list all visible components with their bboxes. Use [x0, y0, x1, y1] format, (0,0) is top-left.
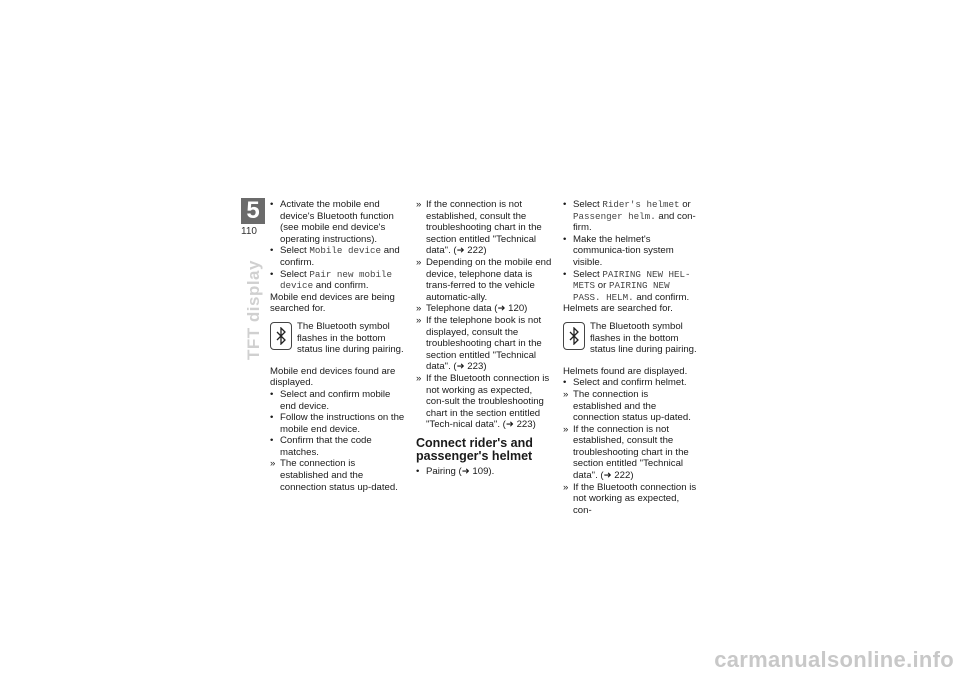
list-item: • Select and confirm mobile end device.: [270, 388, 391, 412]
list-item: • Select and confirm helmet.: [563, 377, 687, 389]
column-2: [416, 199, 552, 477]
list-item: • Select PAIRING NEW HEL-METS or PAIRING NEW PASS. HELM. and confirm.: [563, 268, 691, 303]
paragraph: Mobile end devices are being searched for.: [270, 291, 395, 315]
paragraph: Mobile end devices found are displayed.: [270, 365, 396, 389]
menu-term: PAIRING NEW HEL-METS: [573, 268, 691, 292]
result-item: » If the Bluetooth connection is not working as expected, con-sult the troubleshooting chart in the section entitled "Tech-nical data". (➜ 223): [416, 372, 550, 431]
result-item: » If the connection is not established, consult the troubleshooting chart in the section entitled "Technical data". (➜ 222): [563, 423, 689, 482]
bluetooth-icon: [270, 322, 292, 350]
column-1: [270, 199, 406, 493]
menu-term: Passenger helm.: [573, 210, 656, 222]
section-heading: Connect rider's and passenger's helmet: [416, 435, 533, 464]
paragraph: Helmets are searched for.: [563, 303, 673, 315]
chapter-number: 5: [241, 198, 265, 224]
list-item: • Activate the mobile end device's Bluetooth function (see mobile end device's operating instructions).: [270, 199, 394, 245]
column-3: [563, 199, 699, 516]
menu-term: Pair new mobile device: [280, 268, 393, 292]
list-item: • Pairing (➜ 109).: [416, 465, 495, 477]
menu-term: Rider's helmet: [602, 199, 680, 210]
page-number: 110: [241, 226, 257, 237]
site-watermark: carmanualsonline.info: [714, 647, 954, 672]
menu-term: Mobile device: [309, 245, 382, 257]
result-item: » If the connection is not established, consult the troubleshooting chart in the section entitled "Technical data". (➜ 222): [416, 199, 542, 257]
list-item: • Select Mobile device and confirm.: [270, 245, 400, 268]
result-item: » The connection is established and the connection status up-dated.: [563, 388, 691, 424]
result-item: » If the Bluetooth connection is not working as expected, con-: [563, 481, 697, 516]
result-item: » Telephone data (➜ 120): [416, 303, 528, 315]
list-item: • Select Rider's helmet or Passenger helm. and con-firm.: [563, 199, 696, 234]
list-item: • Follow the instructions on the mobile end device.: [270, 412, 405, 435]
chapter-side-title: TFT display: [244, 260, 263, 360]
list-item: • Select Pair new mobile device and confirm.: [270, 268, 393, 292]
result-item: » If the telephone book is not displayed, consult the troubleshooting chart in the section entitled "Technical data". (➜ 223): [416, 314, 542, 373]
menu-term: PAIRING NEW PASS. HELM.: [573, 280, 670, 303]
list-item: • Confirm that the code matches.: [270, 435, 372, 458]
paragraph: Helmets found are displayed.: [563, 365, 688, 377]
bluetooth-icon: [563, 322, 585, 350]
result-item: » Depending on the mobile end device, telephone data is trans-ferred to the vehicle automatic-ally.: [416, 256, 552, 303]
result-item: » The connection is established and the connection status up-dated.: [270, 458, 398, 493]
list-item: • Make the helmet's communica-tion system visible.: [563, 233, 674, 268]
note-box: The Bluetooth symbol flashes in the bottom status line during pairing.: [270, 321, 406, 356]
note-box: The Bluetooth symbol flashes in the bottom status line during pairing.: [563, 321, 699, 356]
